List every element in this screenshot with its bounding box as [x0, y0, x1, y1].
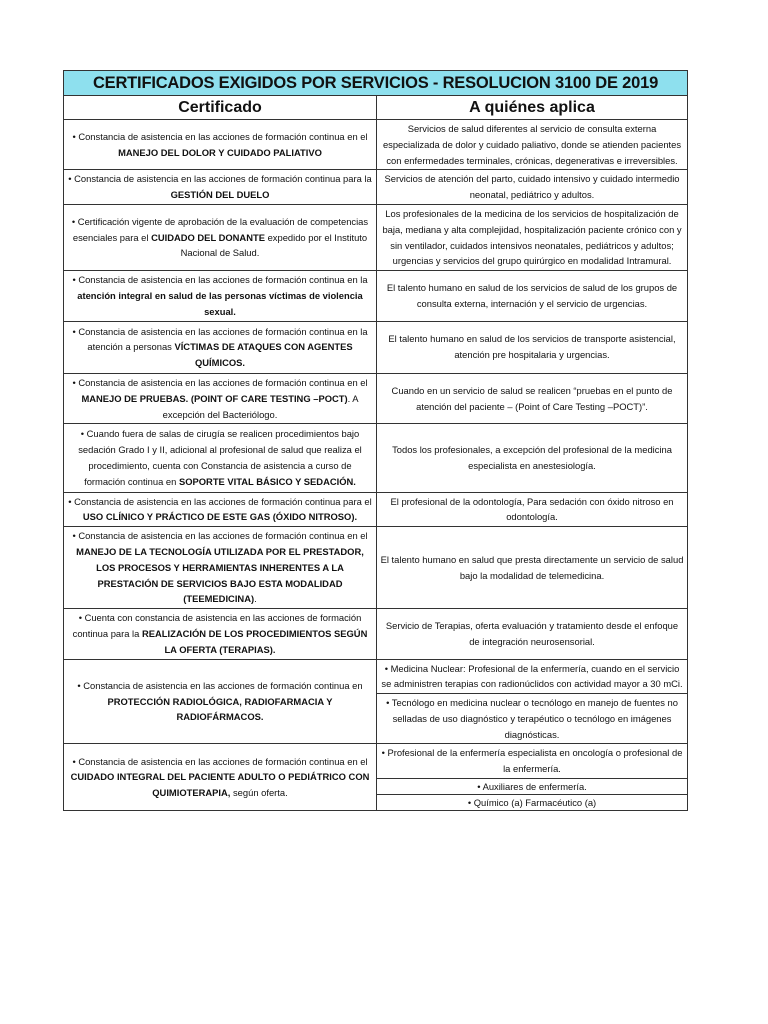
certificate-text-suffix: expedido por el Instituto Nacional de Salud. [180, 231, 368, 259]
applies-to-cell: • Medicina Nuclear: Profesional de la enfermería, cuando en el servicio se administren terapias con radionúclidos con actividad mayor a 30 mCi. [377, 659, 688, 694]
certificate-topic: VÍCTIMAS DE ATAQUES CON AGENTES QUÍMICOS. [174, 341, 353, 369]
certificate-cell [64, 373, 377, 423]
table-title: CERTIFICADOS EXIGIDOS POR SERVICIOS - RESOLUCION 3100 DE 2019 [64, 71, 688, 96]
certificate-text: • Constancia de asistencia en las acciones de formación continua en la atención a personas [72, 325, 368, 353]
applies-to-cell: El talento humano en salud de los servicios de transporte asistencial, atención pre hospitalaria y urgencias. [377, 321, 688, 373]
applies-to-cell: Cuando en un servicio de salud se realicen “pruebas en el punto de atención del paciente – (Point of Care Testing –POCT)”. [377, 373, 688, 423]
certificate-cell [64, 744, 377, 811]
certificate-cell [64, 204, 377, 270]
table-row [64, 744, 688, 779]
table-row [64, 120, 688, 170]
applies-to-cell: El talento humano en salud de los servicios de salud de los grupos de consulta externa, internación y el servicio de urgencias. [377, 271, 688, 321]
certificate-text: • Constancia de asistencia en las acciones de formación continua en [77, 679, 363, 691]
certificate-cell [64, 321, 377, 373]
certificate-cell [64, 170, 377, 205]
certificate-cell [64, 424, 377, 492]
title-row [64, 71, 688, 96]
certificate-cell [64, 609, 377, 659]
certificate-topic: MANEJO DEL DOLOR Y CUIDADO PALIATIVO [118, 146, 322, 158]
table-row [64, 424, 688, 492]
certificate-text: • Constancia de asistencia en las acciones de formación continua para el [68, 495, 372, 507]
applies-to-cell: El profesional de la odontología, Para sedación con óxido nitroso en odontología. [377, 492, 688, 527]
certificate-text-suffix: . [254, 593, 257, 605]
applies-to-cell: Los profesionales de la medicina de los servicios de hospitalización de baja, mediana y alta complejidad, hospitalización paciente crónico con y sin ventilador, cuidados intensivos neonatales, pediátricos y adultos; urgencias y servicios del grupo quirúrgico en modalidad Intramural. [377, 204, 688, 270]
certificate-text-suffix: según oferta. [230, 787, 288, 799]
certificate-text: • Cuando fuera de salas de cirugía se realicen procedimientos bajo sedación Grado I y II, adicional al profesional de salud que realiza el procedimiento, cuenta con Constancia de asistencia a curso de formación continua en [78, 428, 362, 487]
applies-to-cell: • Profesional de la enfermería especialista en oncología o profesional de la enfermería. [377, 744, 688, 779]
certificate-topic: atención integral en salud de las personas víctimas de violencia sexual. [77, 289, 363, 317]
certificate-topic: CUIDADO INTEGRAL DEL PACIENTE ADULTO O PEDIÁTRICO CON QUIMIOTERAPIA, [70, 771, 370, 799]
certificate-topic: MANEJO DE LA TECNOLOGÍA UTILIZADA POR EL PRESTADOR, LOS PROCESOS Y HERRAMIENTAS INHERENTES A LA PRESTACIÓN DE SERVICIOS BAJO ESTA MODALIDAD (TEEMEDICINA) [76, 545, 364, 605]
certificate-topic: SOPORTE VITAL BÁSICO Y SEDACIÓN. [178, 475, 356, 487]
certificate-text: • Certificación vigente de aprobación de la evaluación de competencias esenciales para el [71, 215, 369, 243]
certificate-cell [64, 120, 377, 170]
certificate-text: • Constancia de asistencia en las acciones de formación continua en el [72, 376, 368, 388]
applies-to-cell: • Tecnólogo en medicina nuclear o tecnólogo en manejo de fuentes no selladas de uso diagnóstico y terapéutico o tecnólogo en imágenes diagnósticas. [377, 694, 688, 744]
certificate-text: • Constancia de asistencia en las acciones de formación continua en el [72, 130, 368, 142]
applies-to-cell: Servicios de atención del parto, cuidado intensivo y cuidado intermedio neonatal, pediátrico y adultos. [377, 170, 688, 205]
applies-to-cell: Servicio de Terapias, oferta evaluación y tratamiento desde el enfoque de integración neurosensorial. [377, 609, 688, 659]
table-row [64, 527, 688, 609]
applies-to-cell: • Auxiliares de enfermería. [377, 779, 688, 795]
header-row [64, 96, 688, 120]
table-row [64, 204, 688, 270]
applies-to-cell: • Químico (a) Farmacéutico (a) [377, 795, 688, 811]
certificate-topic: USO CLÍNICO Y PRÁCTICO DE ESTE GAS (ÓXIDO NITROSO). [82, 511, 358, 523]
certificate-cell [64, 527, 377, 609]
table-row [64, 609, 688, 659]
table-row [64, 492, 688, 527]
applies-to-cell: El talento humano en salud que presta directamente un servicio de salud bajo la modalidad de telemedicina. [377, 527, 688, 609]
certificate-text: • Constancia de asistencia en las acciones de formación continua en la [72, 274, 368, 286]
table-row [64, 373, 688, 423]
certificate-cell [64, 659, 377, 744]
certificate-text: • Cuenta con constancia de asistencia en las acciones de formación continua para la [72, 612, 362, 639]
applies-to-cell: Todos los profesionales, a excepción del profesional de la medicina especialista en anestesiología. [377, 424, 688, 492]
certificate-text: • Constancia de asistencia en las acciones de formación continua para la [68, 173, 372, 185]
table-row [64, 659, 688, 694]
certificate-text-suffix: . A excepción del Bacteriólogo. [162, 392, 359, 420]
certificate-text: • Constancia de asistencia en las acciones de formación continua en el [72, 755, 368, 767]
table-row [64, 321, 688, 373]
certificate-topic: REALIZACIÓN DE LOS PROCEDIMIENTOS SEGÚN LA OFERTA (TERAPIAS). [141, 627, 368, 655]
certificate-text: • Constancia de asistencia en las acciones de formación continua en el [72, 530, 368, 542]
column-header-certificado: Certificado [64, 96, 377, 120]
certificate-cell [64, 492, 377, 527]
certificate-cell [64, 271, 377, 321]
certificates-table [63, 70, 688, 811]
column-header-aplica: A quiénes aplica [377, 96, 688, 120]
table-row [64, 170, 688, 205]
certificate-topic: MANEJO DE PRUEBAS. (POINT OF CARE TESTING –POCT) [81, 392, 348, 404]
certificate-topic: CUIDADO DEL DONANTE [151, 231, 265, 243]
certificate-topic: PROTECCIÓN RADIOLÓGICA, RADIOFARMACIA Y RADIOFÁRMACOS. [107, 695, 333, 723]
applies-to-cell: Servicios de salud diferentes al servicio de consulta externa especializada de dolor y cuidado paliativo, donde se atienden pacientes con enfermedades terminales, crónicas, degenerativas e irreversibles. [377, 120, 688, 170]
certificate-topic: GESTIÓN DEL DUELO [170, 189, 270, 201]
table-row [64, 271, 688, 321]
